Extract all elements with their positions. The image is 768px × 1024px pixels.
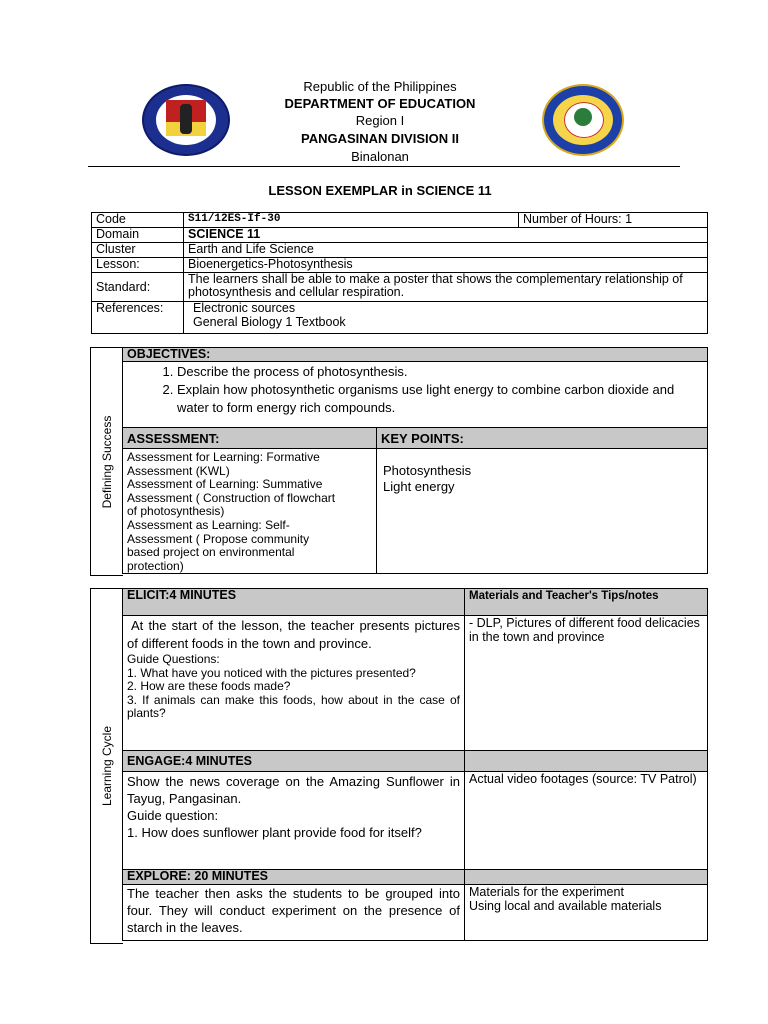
explore-material: Using local and available materials — [469, 899, 662, 913]
assessment-line: Assessment ( Propose community — [127, 531, 310, 546]
assessment-line: Assessment of Learning: Summative — [127, 477, 323, 492]
hours-value: Number of Hours: 1 — [519, 213, 708, 228]
engage-text: Show the news coverage on the Amazing Sunflower in Tayug, Pangasinan. — [127, 774, 460, 806]
keypoint-item: Light energy — [383, 479, 455, 494]
keypoint-item: Photosynthesis — [383, 463, 472, 478]
assessment-line: Assessment ( Construction of flowchart — [127, 490, 336, 505]
republic-line: Republic of the Philippines — [303, 79, 457, 94]
elicit-header: ELICIT:4 MINUTES — [123, 589, 465, 616]
keypoints-header: KEY POINTS: — [377, 428, 708, 449]
assessment-line: based project on environmental — [127, 545, 295, 560]
objectives-header: OBJECTIVES: — [123, 348, 708, 362]
learning-cycle-label: Learning Cycle — [100, 725, 114, 807]
objective-item: 1. Describe the process of photosynthesis. — [177, 363, 703, 381]
elicit-question: 2. How are these foods made? — [127, 679, 291, 694]
lesson-value: Bioenergetics-Photosynthesis — [184, 258, 708, 273]
elicit-text: At the start of the lesson, the teacher presents pictures of different foods in the town and province. — [127, 618, 460, 651]
elicit-question: 1. What have you noticed with the pictures presented? — [127, 665, 416, 680]
document-title: LESSON EXEMPLAR in SCIENCE 11 — [268, 183, 492, 198]
learning-cycle-table — [122, 588, 708, 941]
lesson-info-table — [91, 212, 708, 334]
engage-materials: Actual video footages (source: TV Patrol) — [465, 772, 708, 870]
lesson-label: Lesson: — [92, 258, 184, 273]
objective-item: 2. Explain how photosynthetic organisms use light energy to combine carbon dioxide and water to form energy rich compounds. — [177, 381, 703, 417]
cluster-label: Cluster — [92, 243, 184, 258]
code-value: S11/12ES-If-30 — [184, 213, 519, 228]
assessment-line: protection) — [127, 558, 184, 573]
elicit-guide-label: Guide Questions: — [127, 652, 220, 666]
defining-success-table — [122, 347, 708, 574]
defining-success-label: Defining Success — [100, 415, 114, 508]
domain-label: Domain — [92, 228, 184, 243]
assessment-line: of photosynthesis) — [127, 504, 225, 519]
explore-header: EXPLORE: 20 MINUTES — [123, 870, 465, 885]
assessment-line: Assessment (KWL) — [127, 463, 230, 478]
defining-success-side — [90, 347, 123, 576]
reference-item: Electronic sources — [193, 301, 296, 315]
region-line: Region I — [355, 113, 405, 128]
materials-header: Materials and Teacher's Tips/notes — [465, 589, 708, 616]
engage-header: ENGAGE:4 MINUTES — [123, 751, 465, 772]
reference-item: General Biology 1 Textbook — [193, 315, 346, 329]
division-line: PANGASINAN DIVISION II — [301, 131, 459, 146]
engage-guide-label: Guide question: — [127, 808, 219, 823]
department-line: DEPARTMENT OF EDUCATION — [284, 96, 476, 111]
objectives-list — [127, 363, 703, 417]
engage-question: 1. How does sunflower plant provide food for itself? — [127, 825, 422, 840]
code-label: Code — [92, 213, 184, 228]
elicit-materials: - DLP, Pictures of different food delicacies in the town and province — [465, 616, 708, 751]
explore-material: Materials for the experiment — [469, 885, 624, 899]
assessment-line: Assessment for Learning: Formative — [127, 450, 320, 464]
elicit-question: 3. If animals can make this foods, how about in the case of plants? — [127, 692, 460, 721]
explore-text: The teacher then asks the students to be grouped into four. They will conduct experiment on the presence of starch in the leaves. — [127, 886, 460, 935]
assessment-line: Assessment as Learning: Self- — [127, 517, 290, 532]
town-line: Binalonan — [351, 149, 409, 164]
domain-value: SCIENCE 11 — [184, 228, 708, 243]
header-divider — [88, 166, 680, 167]
standard-value: The learners shall be able to make a poster that shows the complementary relationship of photosynthesis and cellular respiration. — [184, 273, 708, 302]
cluster-value: Earth and Life Science — [184, 243, 708, 258]
references-label: References: — [92, 302, 184, 334]
learning-cycle-side — [90, 588, 123, 944]
assessment-header: ASSESSMENT: — [123, 428, 377, 449]
standard-label: Standard: — [92, 273, 184, 302]
